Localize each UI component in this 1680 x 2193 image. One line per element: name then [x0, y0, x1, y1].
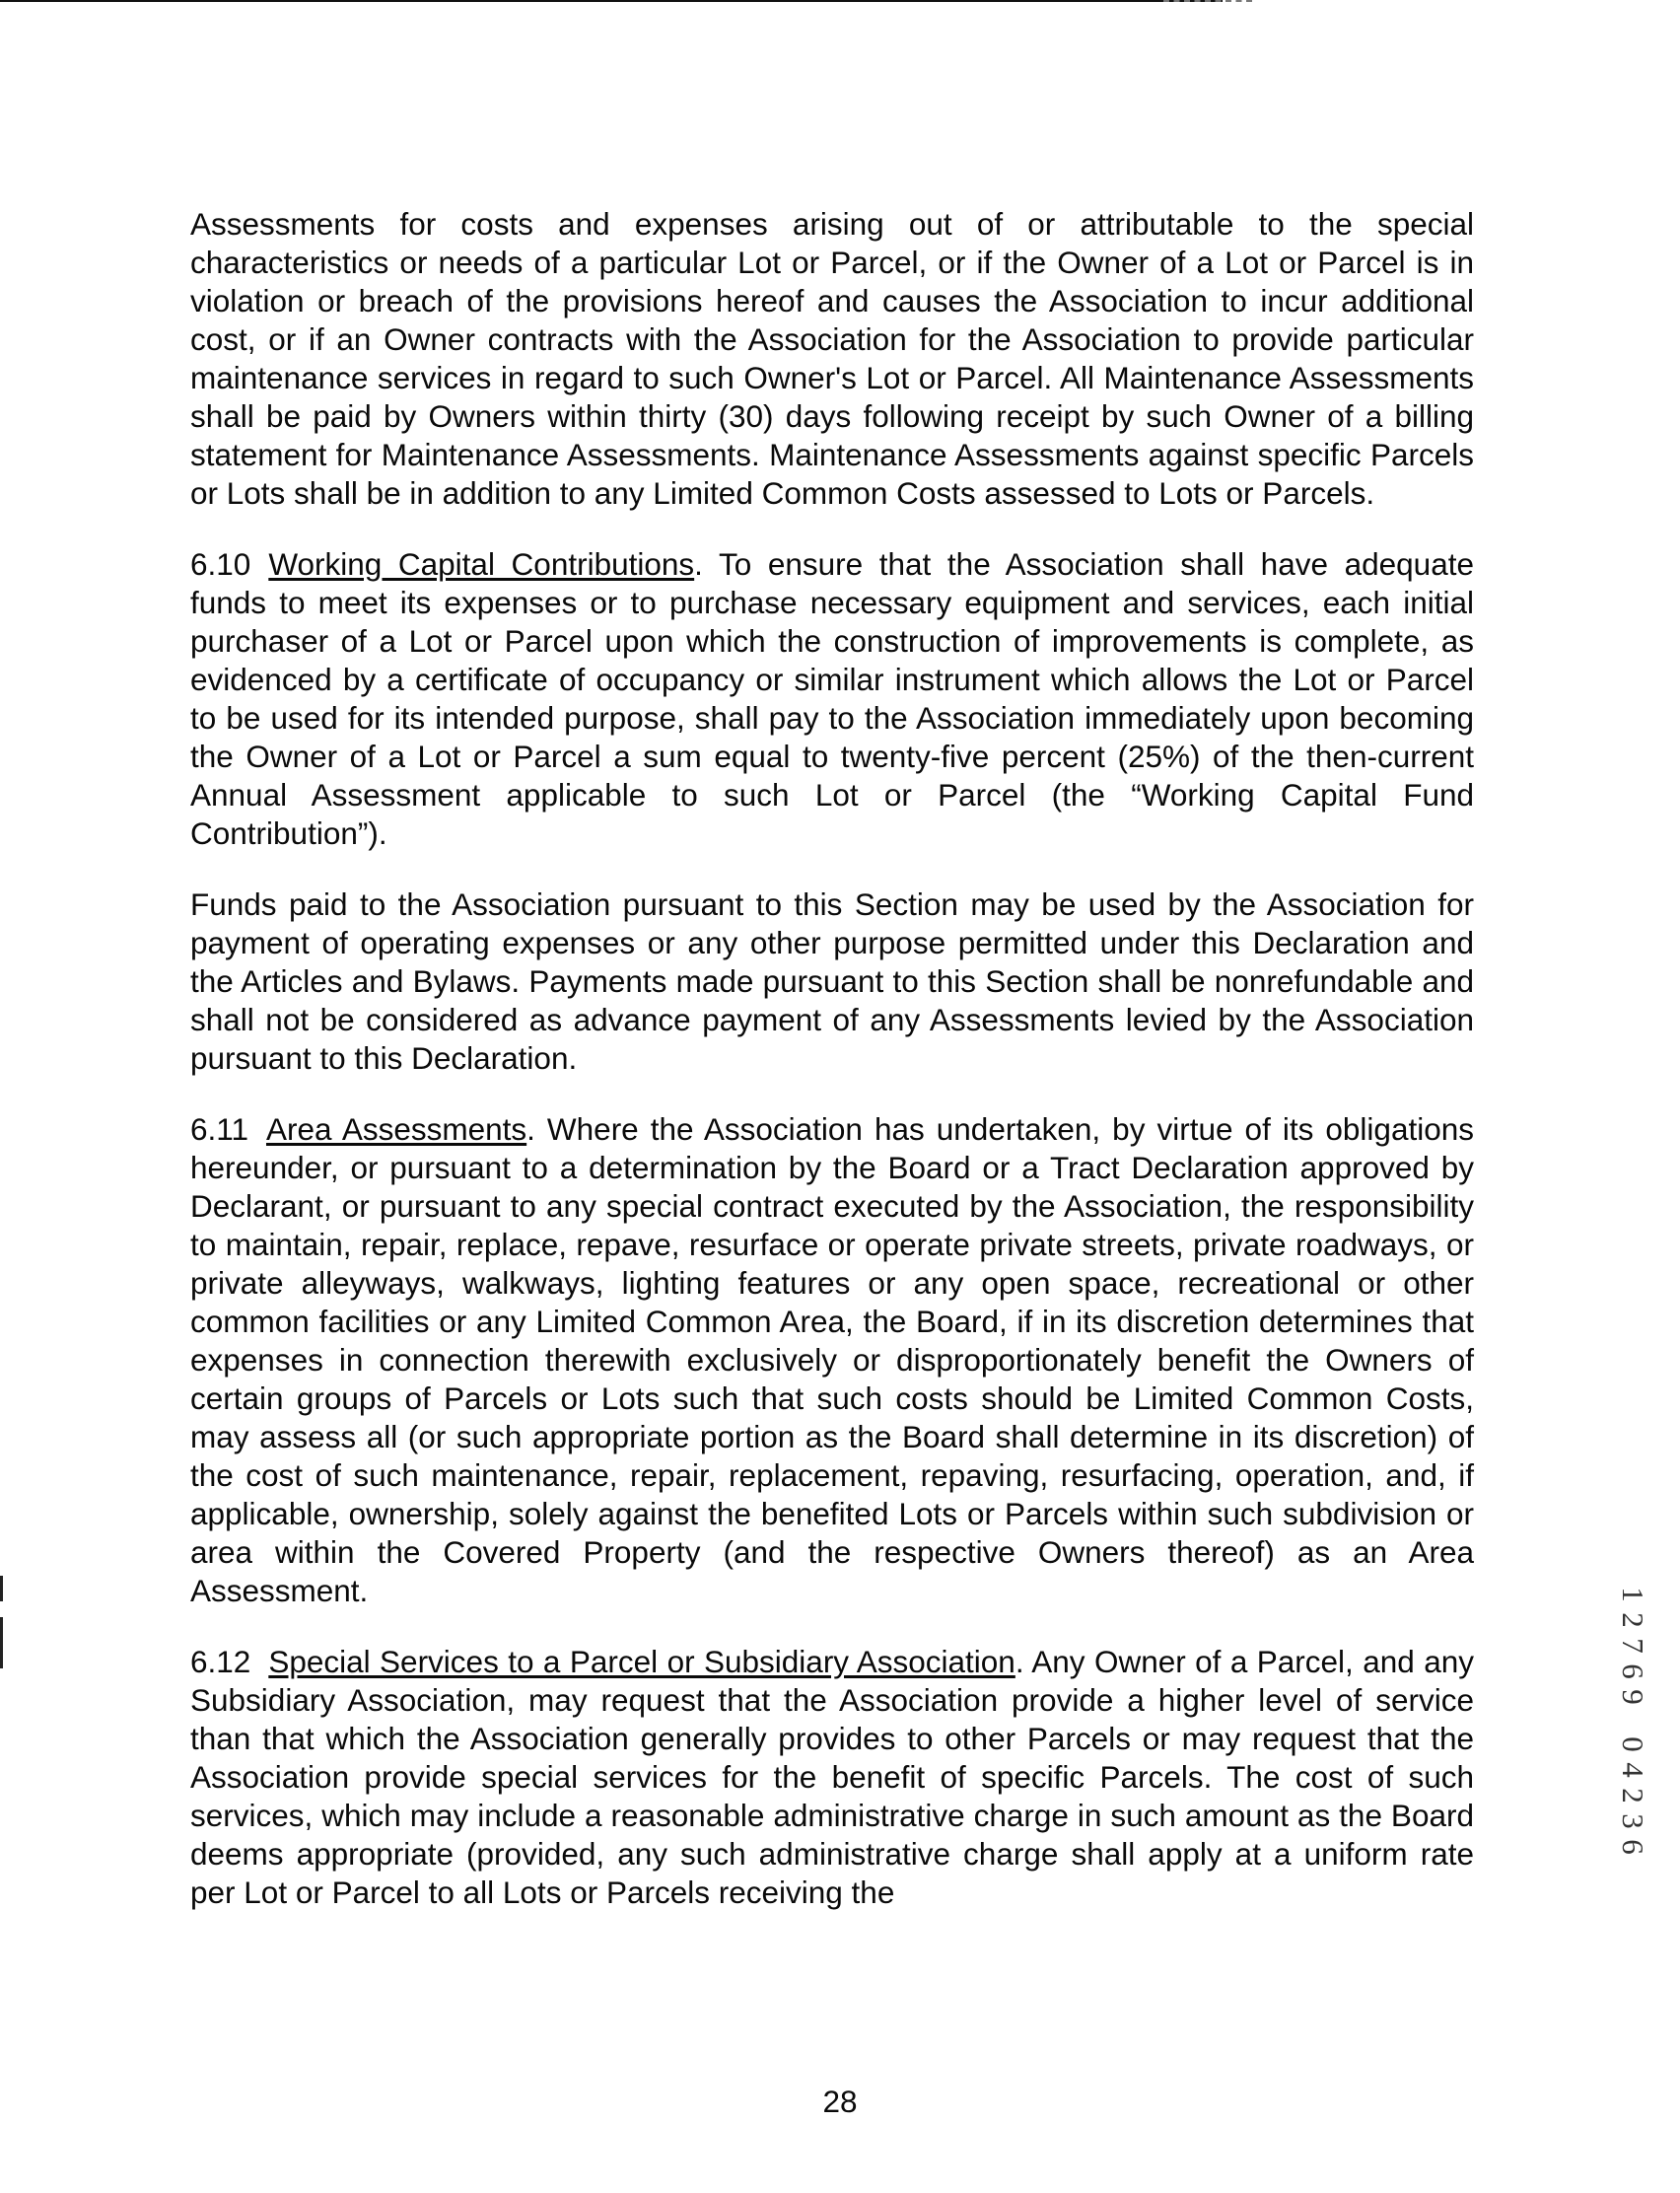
recording-digit: 2	[1616, 1612, 1650, 1628]
section-number: 6.10	[190, 546, 251, 582]
recording-number	[1613, 1582, 1652, 1860]
paragraph-text: Funds paid to the Association pursuant to this Section may be used by the Association for payment of operating expenses or any other purpose permitted under this Declaration and the Articles and Bylaws. Payments made pursuant to this Section shall be nonrefundable and shall not be considered as advance payment of any Assessments levied by the Association pursuant to this Declaration.	[190, 886, 1474, 1076]
section-6-11	[190, 1110, 1474, 1610]
section-6-10	[190, 545, 1474, 853]
left-scan-mark	[0, 1576, 3, 1601]
recording-digit: 9	[1616, 1689, 1650, 1705]
left-scan-mark	[0, 1617, 3, 1668]
paragraph-continued	[190, 205, 1474, 513]
paragraph-text: . Where the Association has undertaken, by virtue of its obligations hereunder, or pursuant to a determination by the Board or a Tract Declaration approved by Declarant, or pursuant to any special contract executed by the Association, the responsibility to maintain, repair, replace, repave, resurface or operate private streets, private roadways, or private alleyways, walkways, lighting features or any open space, recreational or other common facilities or any Limited Common Area, the Board, if in its discretion determines that expenses in connection therewith exclusively or disproportionately benefit the Owners of certain groups of Parcels or Lots such that such costs should be Limited Common Costs, may assess all (or such appropriate portion as the Board shall determine in its discretion) of the cost of such maintenance, repair, replacement, repaving, resurfacing, operation, and, if applicable, ownership, solely against the benefited Lots or Parcels within such subdivision or area within the Covered Property (and the respective Owners thereof) as an Area Assessment.	[190, 1111, 1475, 1608]
recording-digit: 2	[1616, 1788, 1650, 1804]
section-number: 6.12	[190, 1644, 251, 1679]
paragraph-funds	[190, 885, 1474, 1078]
recording-digit: 4	[1616, 1762, 1650, 1778]
top-scan-edge	[0, 0, 1223, 2]
recording-digit: 0	[1616, 1736, 1650, 1752]
section-title: Area Assessments	[265, 1111, 527, 1147]
recording-digit: 7	[1616, 1638, 1650, 1654]
section-6-12	[190, 1643, 1474, 1912]
paragraph-text: Assessments for costs and expenses arising out of or attributable to the special characteristics or needs of a particular Lot or Parcel, or if the Owner of a Lot or Parcel is in violation or breach of the provisions hereof and causes the Association to incur additional cost, or if an Owner contracts with the Association for the Association to provide particular maintenance services in regard to such Owner's Lot or Parcel. All Maintenance Assessments shall be paid by Owners within thirty (30) days following receipt by such Owner of a billing statement for Maintenance Assessments. Maintenance Assessments against specific Parcels or Lots shall be in addition to any Limited Common Costs assessed to Lots or Parcels.	[190, 206, 1474, 511]
top-scan-edge-faint	[1163, 0, 1252, 2]
recording-digit: 3	[1616, 1813, 1650, 1829]
recording-digit: 1	[1616, 1587, 1650, 1602]
recording-digit: 6	[1616, 1839, 1650, 1855]
section-title: Special Services to a Parcel or Subsidiary Association	[268, 1644, 1015, 1679]
paragraph-text: . Any Owner of a Parcel, and any Subsidiary Association, may request that the Association provide a higher level of service than that which the Association generally provides to other Parcels or may request that the Association provide special services for the benefit of specific Parcels. The cost of such services, which may include a reasonable administrative charge in such amount as the Board deems appropriate (provided, any such administrative charge shall apply at a uniform rate per Lot or Parcel to all Lots or Parcels receiving the	[190, 1644, 1474, 1910]
section-number: 6.11	[190, 1111, 248, 1147]
page-number: 28	[822, 2084, 858, 2119]
paragraph-text: . To ensure that the Association shall have adequate funds to meet its expenses or to purchase necessary equipment and services, each initial purchaser of a Lot or Parcel upon which the construction of improvements is complete, as evidenced by a certificate of occupancy or similar instrument which allows the Lot or Parcel to be used for its intended purpose, shall pay to the Association immediately upon becoming the Owner of a Lot or Parcel a sum equal to twenty-five percent (25%) of the then-current Annual Assessment applicable to such Lot or Parcel (the “Working Capital Fund Contribution”).	[190, 546, 1474, 851]
document-body	[190, 205, 1474, 1945]
recording-digit: 6	[1616, 1663, 1650, 1679]
section-title: Working Capital Contributions	[268, 546, 695, 582]
